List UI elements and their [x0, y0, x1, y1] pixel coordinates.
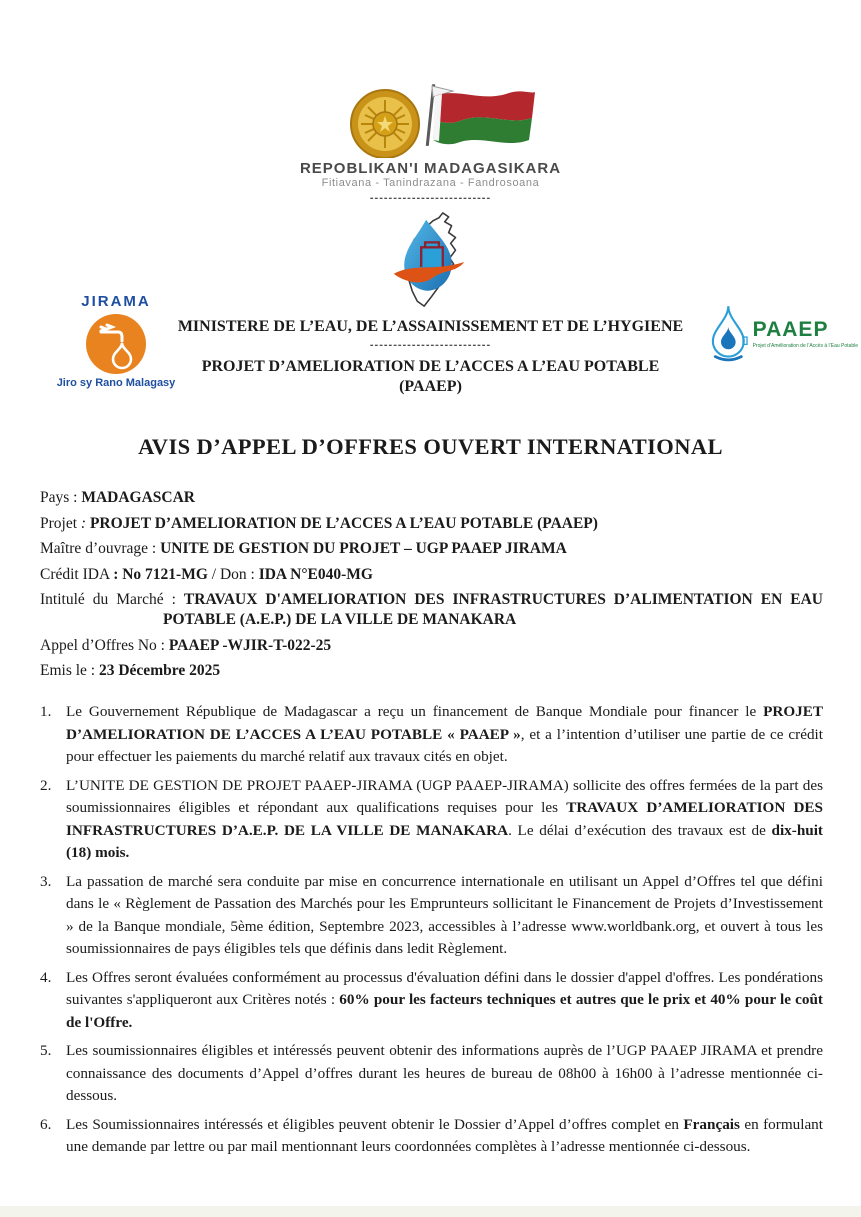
paaep-logo	[708, 300, 858, 366]
numbered-paragraph	[40, 1114, 823, 1159]
info-line	[40, 590, 823, 630]
info-line-text: Intitulé du Marché : TRAVAUX D'AMELIORATION DES INFRASTRUCTURES D’ALIMENTATION EN EAU POTABLE (A.E.P.) DE LA VILLE DE MANAKARA	[40, 591, 823, 628]
page-title: AVIS D’APPEL D’OFFRES OUVERT INTERNATIONAL	[138, 434, 723, 459]
info-line-text: Emis le : 23 Décembre 2025	[40, 662, 221, 679]
numbered-paragraph	[40, 871, 823, 961]
jirama-logo-name: JIRAMA	[81, 293, 151, 310]
paaep-logo-tagline: Projet d’Amélioration de l’Accès à l’Eau Potable	[752, 342, 858, 349]
dashed-separator-mid: --------------------------	[369, 339, 492, 351]
paragraph-number: 3.	[40, 872, 52, 890]
scan-edge-artifact	[0, 1206, 861, 1217]
emblem-title: REPOBLIKAN'I MADAGASIKARA	[299, 160, 562, 177]
numbered-paragraph	[40, 775, 823, 865]
numbered-paragraph	[40, 1040, 823, 1108]
paragraph-text: La passation de marché sera conduite par mise en concurrence internationale en utilisant un Appel d’Offres tel que défini dans le « Règlement de Passation des Marchés pour les Emprunteurs sollicitant le Financement de Projets d’Investissement » de la Banque mondiale, 5ème édition, Septembre 2023, accessibles à l’adresse www.worldbank.org, et ouvert à tous les soumissionnaires de pays éligibles tels que définis dans ledit Règlement.	[66, 872, 823, 957]
emblem-motto: Fitiavana - Tanindrazana - Fandrosoana	[321, 177, 540, 189]
info-line	[40, 661, 823, 681]
paaep-logo-text	[753, 318, 858, 349]
project-title: PROJET D’AMELIORATION DE L’ACCES A L’EAU POTABLE	[201, 358, 660, 375]
ministry-water-logo-icon	[380, 210, 482, 312]
ministry-title: MINISTERE DE L’EAU, DE L’ASSAINISSEMENT ET DE L’HYGIENE	[177, 318, 684, 335]
paragraph-text: Les Offres seront évaluées conformément au processus d'évaluation défini dans le dossier d'appel d'offres. Les pondérations suivantes s'appliqueront aux Critères notés : 60% pour les facteurs techniques et autres que le prix et 40% pour le coût de l'Offre.	[66, 968, 823, 1031]
info-line-text: Crédit IDA : No 7121-MG / Don : IDA N°E040-MG	[40, 565, 373, 583]
numbered-paragraph	[40, 967, 823, 1035]
jirama-logo-icon	[85, 313, 147, 375]
info-line	[40, 565, 823, 585]
paragraph-number: 6.	[40, 1115, 52, 1133]
madagascar-coat-of-arms-icon	[323, 82, 538, 158]
info-line-text: Pays : MADAGASCAR	[40, 489, 196, 506]
info-line	[40, 539, 823, 559]
paragraph-number: 5.	[40, 1042, 52, 1059]
paragraph-number: 4.	[40, 968, 52, 986]
paragraph-list	[40, 701, 823, 1159]
info-line-text: Maître d’ouvrage : UNITE DE GESTION DU PROJET – UGP PAAEP JIRAMA	[40, 540, 567, 557]
info-block	[40, 488, 823, 681]
info-line	[40, 488, 823, 508]
info-line	[40, 636, 823, 656]
paragraph-number: 1.	[40, 703, 52, 720]
info-line	[40, 514, 823, 534]
dashed-separator-top: --------------------------	[369, 192, 492, 204]
info-line-text: Projet : PROJET D’AMELIORATION DE L’ACCES A L’EAU POTABLE (PAAEP)	[40, 514, 598, 532]
numbered-paragraph	[40, 701, 823, 769]
paaep-logo-icon	[708, 300, 749, 366]
jirama-logo-tagline: Jiro sy Rano Malagasy	[56, 377, 176, 389]
jirama-logo	[52, 293, 180, 390]
paaep-logo-name: PAAEP	[752, 317, 829, 341]
paragraph-text: Les soumissionnaires éligibles et intéressés peuvent obtenir des informations auprès de l’UGP PAAEP JIRAMA et prendre connaissance des documents d’Appel d’offres durant les heures de bureau de 08h00 à 16h00 à l’adresse mentionnée ci-dessous.	[66, 1042, 823, 1104]
paragraph-text: Le Gouvernement République de Madagascar a reçu un financement de Banque Mondiale pour financer le PROJET D’AMELIORATION DE L’ACCES A L’EAU POTABLE « PAAEP », et a l’intention d’utiliser une partie de ce crédit pour effectuer les paiements du marché relatif aux travaux cités en objet.	[66, 703, 823, 765]
paragraph-number: 2.	[40, 776, 52, 794]
paragraph-text: L’UNITE DE GESTION DE PROJET PAAEP-JIRAMA (UGP PAAEP-JIRAMA) sollicite des offres fermées de la part des soumissionnaires éligibles et répondant aux qualifications requises pour les TRAVAUX D’AMELIORATION DES INFRASTRUCTURES D’A.E.P. DE LA VILLE DE MANAKARA. Le délai d’exécution des travaux est de dix-huit (18) mois.	[66, 776, 823, 861]
project-acronym: (PAAEP)	[399, 378, 462, 395]
national-emblem-block	[0, 0, 861, 204]
info-line-text: Appel d’Offres No : PAAEP -WJIR-T-022-25	[40, 636, 332, 654]
paragraph-text: Les Soumissionnaires intéressés et éligibles peuvent obtenir le Dossier d’Appel d’offres complet en Français en formulant une demande par lettre ou par mail mentionnant leurs coordonnées complètes à l’adresse mentionnée ci-dessous.	[66, 1115, 824, 1155]
